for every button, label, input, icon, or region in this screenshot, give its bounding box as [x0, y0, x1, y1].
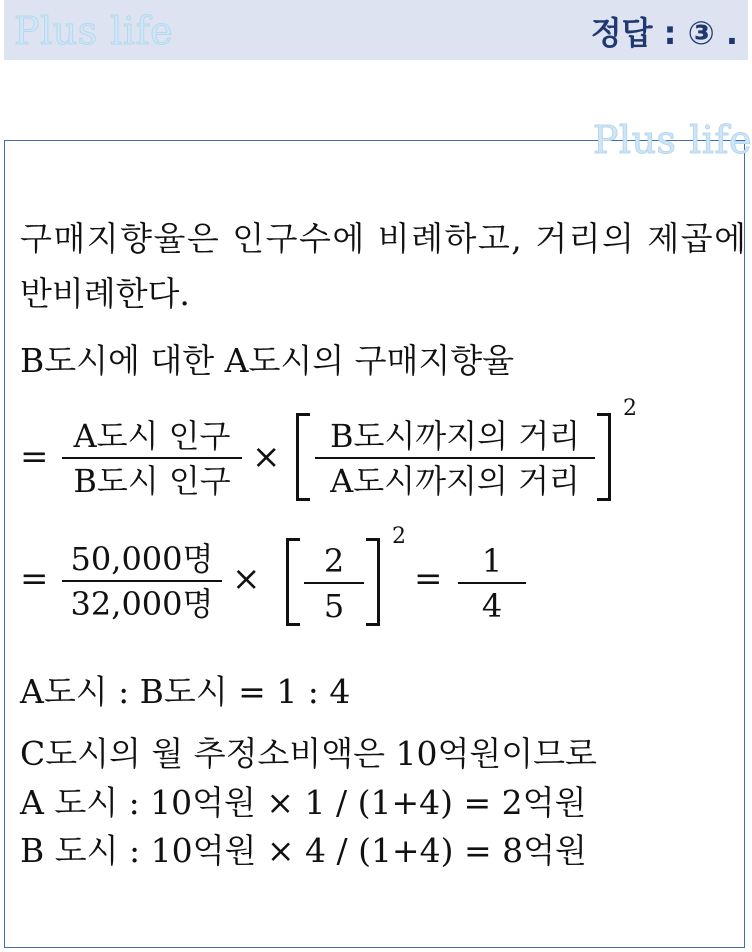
formula1-distance-fraction [315, 417, 595, 500]
formula2-times: × [232, 559, 261, 599]
formula2-result-fraction [458, 542, 526, 625]
formula2-population-fraction [62, 540, 222, 623]
intro-line-2: 반비례한다. [20, 274, 190, 313]
right-bracket [597, 413, 611, 501]
intro-line-1: 구매지향율은 인구수에 비례하고, 거리의 제곱에 [20, 219, 748, 258]
formula1-equals: = [20, 437, 49, 477]
c-city-line: C도시의 월 추정소비액은 10억원이므로 [20, 734, 597, 773]
watermark-box: Plus life [592, 118, 752, 162]
formula2-equals: = [20, 559, 49, 599]
right-bracket [366, 538, 380, 626]
formula1-exponent: 2 [623, 396, 637, 421]
formula2-denominator: 32,000명 [70, 585, 214, 623]
formula2-numerator: 50,000명 [70, 540, 214, 578]
left-bracket [296, 413, 310, 501]
formula1-denominator: B도시 인구 [73, 462, 231, 500]
a-city-line: A 도시 : 10억원 × 1 / (1+4) = 2억원 [20, 783, 587, 822]
formula2-bracket-numerator: 2 [323, 542, 345, 580]
left-bracket [286, 538, 300, 626]
formula1-bracket-numerator: B도시까지의 거리 [329, 417, 581, 455]
formula1-numerator: A도시 인구 [73, 417, 231, 455]
formula1-population-fraction [62, 417, 242, 500]
formula2-result-denominator: 4 [481, 587, 503, 625]
formula2-bracket-denominator: 5 [323, 587, 345, 625]
watermark-top: Plus life [14, 9, 174, 53]
formula2-equals-result: = [414, 559, 443, 599]
ratio-line: A도시 : B도시 = 1 : 4 [20, 672, 351, 711]
formula2-distance-fraction [304, 542, 364, 625]
formula1-bracket-denominator: A도시까지의 거리 [330, 462, 580, 500]
answer-label: 정답 : ③ . [590, 14, 738, 52]
formula2-result-numerator: 1 [481, 542, 503, 580]
b-city-line: B 도시 : 10억원 × 4 / (1+4) = 8억원 [20, 831, 587, 870]
formula2-exponent: 2 [392, 524, 406, 549]
subject-line: B도시에 대한 A도시의 구매지향율 [20, 341, 514, 380]
formula1-times: × [252, 437, 281, 477]
